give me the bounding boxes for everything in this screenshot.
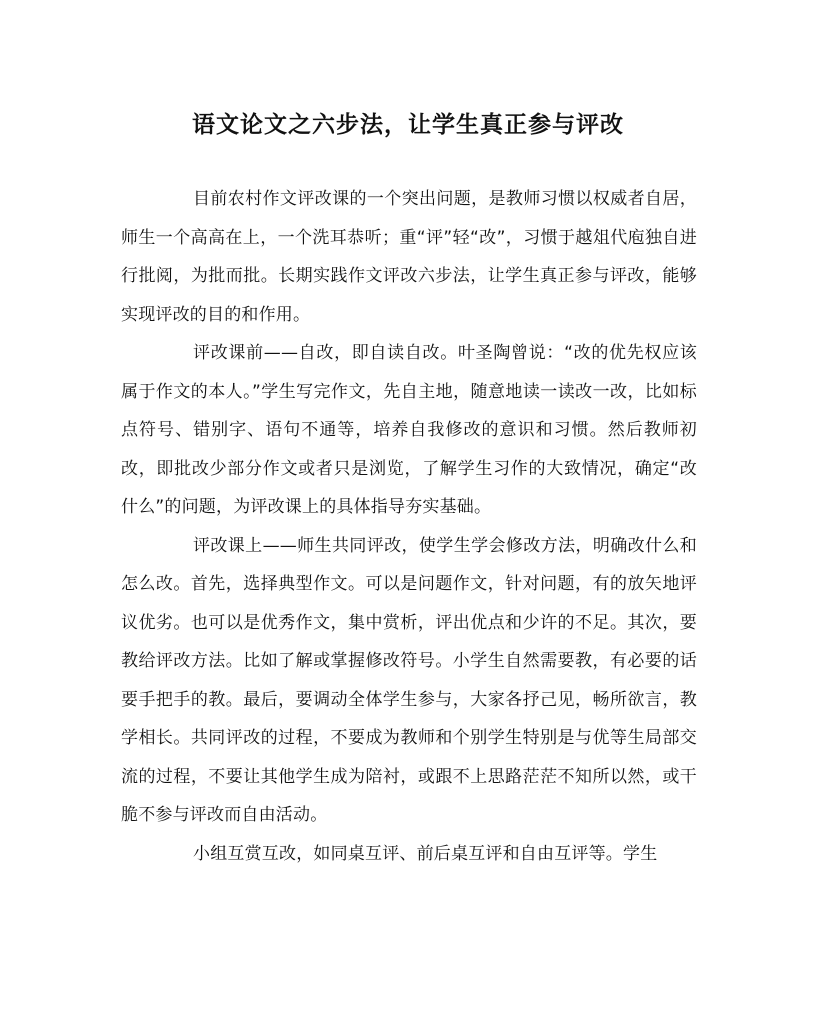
paragraph-intro: 目前农村作文评改课的一个突出问题，是教师习惯以权威者自居，师生一个高高在上，一个洗耳恭听；重“评”轻“改”，习惯于越俎代庖独自进行批阅，为批而批。长期实践作文评改六步法，让学生真正参与评改，能够实现评改的目的和作用。 bbox=[121, 189, 697, 325]
paragraph-group-review: 小组互赏互改，如同桌互评、前后桌互评和自由互评等。学生 bbox=[193, 843, 658, 864]
document-body bbox=[121, 180, 697, 873]
document-title: 语文论文之六步法，让学生真正参与评改 bbox=[192, 111, 624, 138]
paragraph-before-class: 评改课前——自改，即自读自改。叶圣陶曾说：“改的优先权应该属于作文的本人。”学生写完作文，先自主地，随意地读一读改一改，比如标点符号、错别字、语句不通等，培养自我修改的意识和习惯。然后教师初改，即批改少部分作文或者只是浏览，了解学生习作的大致情况，确定“改什么”的问题，为评改课上的具体指导夯实基础。 bbox=[121, 343, 697, 517]
paragraph-in-class: 评改课上——师生共同评改，使学生学会修改方法，明确改什么和怎么改。首先，选择典型作文。可以是问题作文，针对问题，有的放矢地评议优劣。也可以是优秀作文，集中赏析，评出优点和少许的不足。其次，要教给评改方法。比如了解或掌握修改符号。小学生自然需要教，有必要的话要手把手的教。最后，要调动全体学生参与，大家各抒己见，畅所欲言，教学相长。共同评改的过程，不要成为教师和个别学生特别是与优等生局部交流的过程，不要让其他学生成为陪衬，或跟不上思路茫茫不知所以然，或干脆不参与评改而自由活动。 bbox=[121, 535, 697, 825]
